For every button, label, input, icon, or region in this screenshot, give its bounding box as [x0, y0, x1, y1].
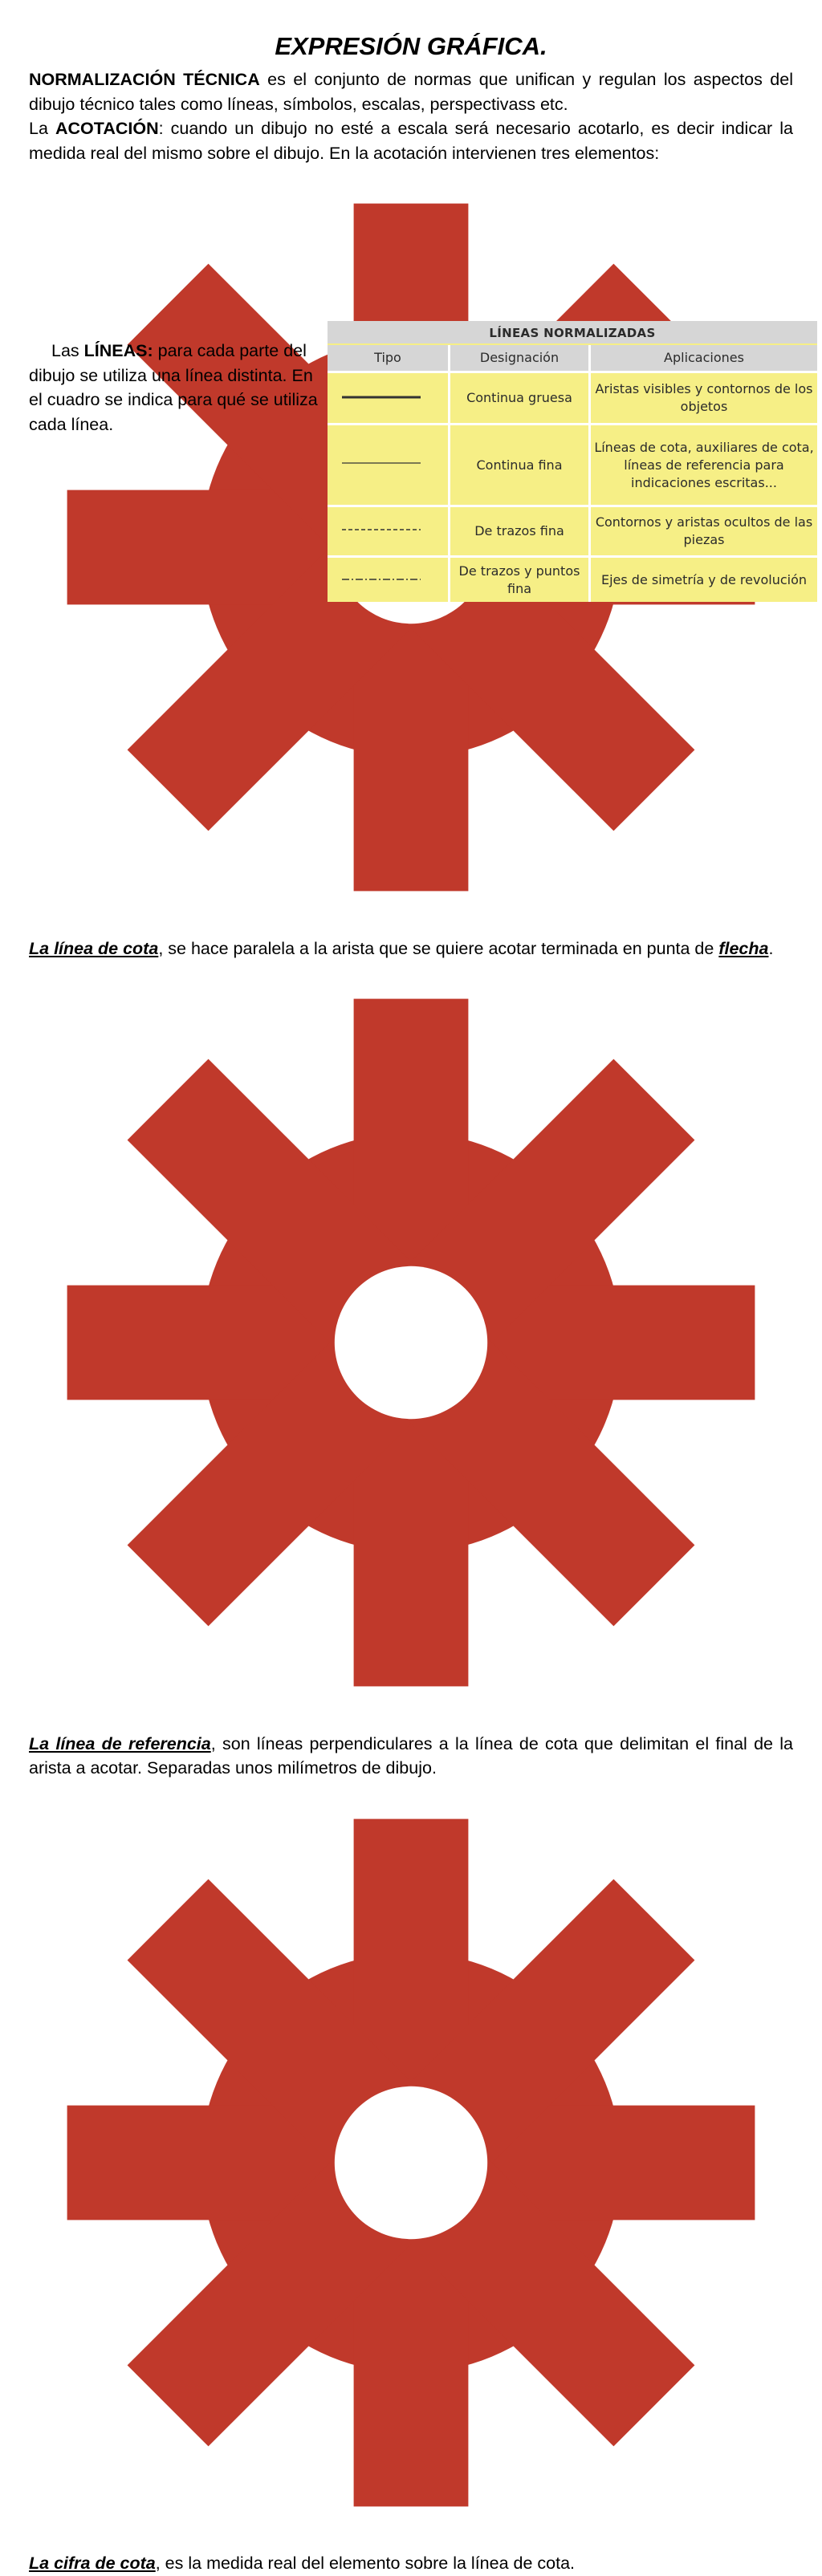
designation-cell: De trazos fina [474, 523, 564, 538]
acotacion-lead: La [29, 119, 55, 138]
acotacion-paragraph [29, 116, 793, 165]
dashed-line-sample [342, 528, 421, 531]
bullet-term-linea-referencia: La línea de referencia [29, 1733, 211, 1753]
gear-bullet-icon [29, 961, 793, 1725]
acotacion-term: ACOTACIÓN [55, 119, 159, 138]
intro-text: es el conjunto de normas que unifican y regulan los aspectos del dibujo técnico tales como líneas, símbolos, escalas, perspectivass etc. [29, 70, 793, 114]
designation-cell: De trazos y puntos fina [458, 563, 580, 596]
gear-bullet-icon [29, 1781, 793, 2545]
bullet-cifra-cota [29, 1781, 793, 2576]
lineas-paragraph [29, 339, 326, 437]
lineas-text [29, 339, 326, 437]
column-header-tipo: Tipo [328, 345, 448, 371]
lineas-lead: Las [51, 341, 84, 360]
thick-line-sample [342, 395, 421, 400]
application-cell: Contornos y aristas ocultos de las piezas [595, 514, 813, 547]
intro-paragraph [29, 67, 793, 116]
thin-line-sample [342, 461, 421, 465]
bullet-term-linea-cota: La línea de cota [29, 938, 159, 958]
designation-cell: Continua gruesa [466, 390, 572, 405]
bullet-linea-referencia [29, 961, 793, 1781]
intro-term: NORMALIZACIÓN TÉCNICA [29, 70, 260, 89]
application-cell: Aristas visibles y contornos de los objetos [595, 381, 813, 414]
dash-dot-line-sample [342, 578, 421, 581]
bullet-term-flecha: flecha [718, 938, 769, 958]
bullet-term-cifra-cota: La cifra de cota [29, 2554, 156, 2573]
column-header-aplicaciones: Aplicaciones [591, 345, 817, 371]
application-cell: Ejes de simetría y de revolución [600, 571, 808, 587]
bullet-text-linea-cota: , se hace paralela a la arista que se quiere acotar terminada en punta de [158, 938, 719, 958]
lineas-body: para cada parte del dibujo se utiliza una línea distinta. En el cuadro se indica para qué se utiliza cada línea. [29, 341, 318, 434]
lineas-term: LÍNEAS: [83, 341, 153, 360]
designation-cell: Continua fina [476, 457, 563, 473]
table-title: LÍNEAS NORMALIZADAS [328, 321, 817, 343]
application-cell: Líneas de cota, auxiliares de cota, líneas de referencia para indicaciones escritas... [594, 439, 814, 490]
lineas-normalizadas-table [328, 321, 817, 602]
page-title: EXPRESIÓN GRÁFICA. [275, 32, 547, 60]
column-header-designacion: Designación [450, 345, 588, 371]
bullet-text-cifra-cota: , es la medida real del elemento sobre la línea de cota. [155, 2554, 576, 2573]
acotacion-text: : cuando un dibujo no esté a escala será necesario acotarlo, es decir indicar la medida real del mismo sobre el dibujo. En la acotación intervienen tres elementos: [29, 119, 794, 163]
bullet-end-linea-cota: . [768, 938, 774, 958]
bullet-text-linea-referencia: , son líneas perpendiculares a la línea de cota que delimitan el final de la arista a acotar. Separadas unos milímetros de dibujo. [29, 1733, 793, 1778]
